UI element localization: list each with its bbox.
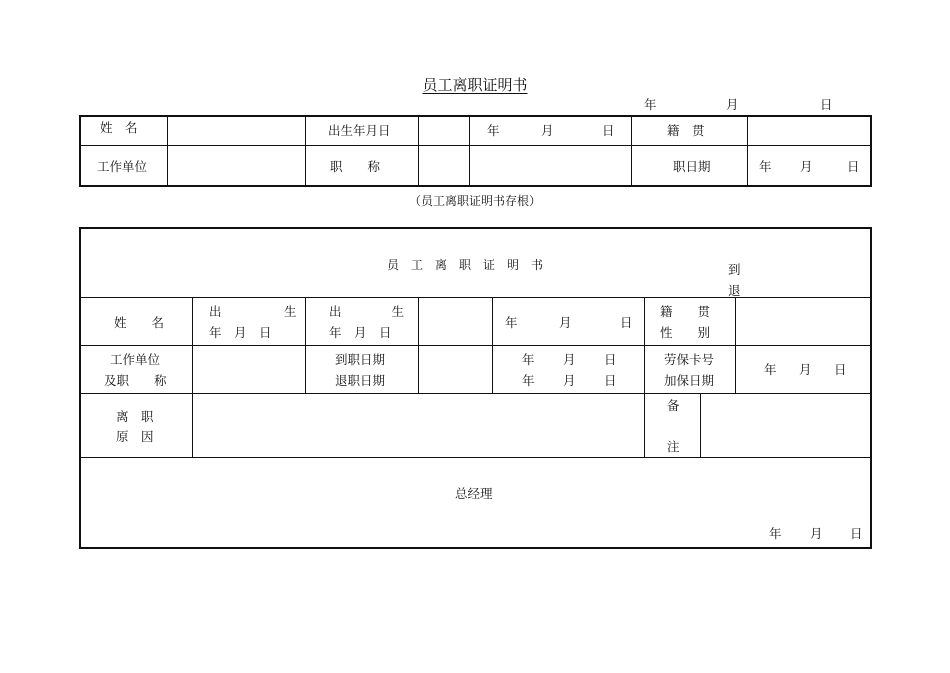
cert-row-divider xyxy=(80,457,870,458)
stub-position-label: 职 称 xyxy=(330,159,381,174)
cert-insurance-card-label: 劳保卡号 xyxy=(664,352,715,367)
cert-sign-day: 日 xyxy=(850,526,863,541)
stub-col-divider xyxy=(167,116,168,186)
cert-birth-day: 日 xyxy=(620,315,633,330)
cert-birth-label-2: 年 月 日 xyxy=(209,325,272,340)
cert-row-divider xyxy=(80,393,870,394)
cert-col-divider xyxy=(192,298,193,394)
cert-col-divider xyxy=(644,298,645,458)
cert-row-divider xyxy=(80,345,870,346)
cert-join-month: 月 xyxy=(563,352,576,367)
cert-native-label: 籍 贯 xyxy=(660,304,711,319)
stub-leave-month: 月 xyxy=(800,159,813,174)
cert-col-divider xyxy=(305,298,306,394)
cert-join-date-label: 到职日期 xyxy=(335,352,386,367)
cert-birth2-label-2: 年 月 日 xyxy=(329,325,392,340)
cert-gender-label: 性 别 xyxy=(660,325,711,340)
cert-join-day: 日 xyxy=(604,352,617,367)
general-manager-label: 总经理 xyxy=(455,486,493,501)
stub-date-month: 月 xyxy=(541,123,554,138)
cert-birth-label-1: 出 生 xyxy=(209,304,297,319)
stub-work-unit-label: 工作单位 xyxy=(97,159,148,174)
cert-col-divider xyxy=(192,394,193,458)
cert-quit-date-label: 退职日期 xyxy=(335,373,386,388)
stub-leave-date-label: 职日期 xyxy=(673,159,711,174)
cert-side-top: 到 xyxy=(728,262,741,277)
cert-work-unit-label: 工作单位 xyxy=(110,352,161,367)
stub-col-divider xyxy=(305,116,306,186)
cert-col-divider xyxy=(492,298,493,394)
stub-col-divider xyxy=(747,116,748,186)
cert-reason-label-1: 离 职 xyxy=(116,409,154,424)
cert-insurance-day: 日 xyxy=(834,362,847,377)
cert-position-label: 及职 称 xyxy=(104,373,167,388)
cert-sign-month: 月 xyxy=(810,526,823,541)
stub-col-divider xyxy=(631,116,632,186)
cert-col-divider xyxy=(700,394,701,458)
stub-leave-day: 日 xyxy=(847,159,860,174)
stub-col-divider xyxy=(418,116,419,186)
stub-native-label: 籍 贯 xyxy=(667,123,705,138)
header-date-year: 年 xyxy=(644,97,657,112)
cert-col-divider xyxy=(735,298,736,394)
stub-name-label: 姓 名 xyxy=(100,120,138,135)
cert-remark-top: 备 xyxy=(667,398,680,413)
cert-quit-day: 日 xyxy=(604,373,617,388)
cert-insurance-year: 年 xyxy=(764,362,777,377)
header-date-month: 月 xyxy=(726,97,739,112)
stub-birth-label: 出生年月日 xyxy=(328,123,391,138)
cert-quit-month: 月 xyxy=(563,373,576,388)
certificate-heading: 员 工 离 职 证 明 书 xyxy=(387,258,544,272)
page-title: 员工离职证明书 xyxy=(422,76,528,94)
cert-birth-month: 月 xyxy=(559,315,572,330)
stub-leave-year: 年 xyxy=(759,159,772,174)
cert-insurance-month: 月 xyxy=(799,362,812,377)
cert-insurance-date-label: 加保日期 xyxy=(664,373,715,388)
cert-name-label: 姓 名 xyxy=(114,315,165,330)
stub-date-year: 年 xyxy=(487,123,500,138)
cert-remark-bottom: 注 xyxy=(667,439,680,454)
cert-birth2-label-1: 出 生 xyxy=(329,304,405,319)
cert-side-bottom: 退 xyxy=(728,283,741,298)
stub-col-divider xyxy=(469,116,470,186)
cert-reason-label-2: 原 因 xyxy=(116,429,154,444)
stub-row-divider xyxy=(80,145,870,146)
cert-join-year: 年 xyxy=(522,352,535,367)
stub-table xyxy=(79,115,872,187)
stub-caption: （员工离职证明书存根） xyxy=(408,194,541,208)
cert-col-divider xyxy=(418,298,419,394)
header-date-day: 日 xyxy=(820,97,833,112)
cert-quit-year: 年 xyxy=(522,373,535,388)
cert-row-divider xyxy=(80,297,870,298)
stub-date-day: 日 xyxy=(602,123,615,138)
cert-birth-year: 年 xyxy=(505,315,518,330)
cert-sign-year: 年 xyxy=(769,526,782,541)
